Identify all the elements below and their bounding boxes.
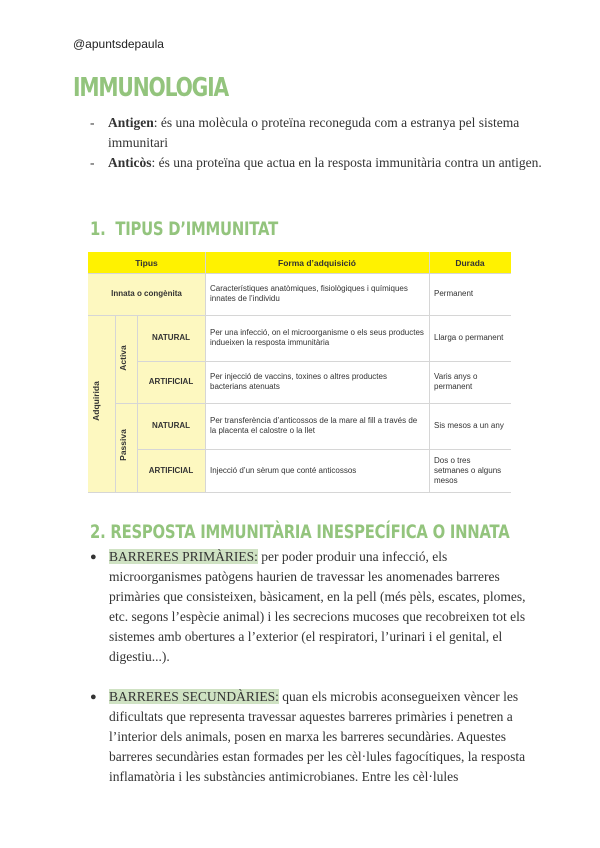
author-handle: @apuntsdepaula: [73, 37, 164, 51]
bullet-label-highlight: BARRERES PRIMÀRIES:: [109, 549, 258, 564]
table-cell: Varis anys o permanent: [434, 372, 478, 391]
table-divider: [137, 315, 138, 492]
bullet-label-highlight: BARRERES SECUNDÀRIES:: [109, 689, 279, 704]
table-cell: Per injecció de vaccins, toxines o altres productes bacterians atenuats: [210, 372, 387, 391]
active-label: Activa: [117, 345, 128, 371]
definition-text: : és una proteïna que actua en la resposta immunitària contra un antigen.: [151, 155, 542, 170]
table-header-duration: Durada: [429, 252, 511, 273]
table-cell: Permanent: [434, 289, 474, 298]
list-item: ● BARRERES SECUNDÀRIES: quan els microbis aconsegueixen vèncer les dificultats que representa travessar aquestes barreres primàries i penetren a l’interior dels animals, posen en marxa les barreres secundàries. Aquestes barreres secundàries estan formades per les cèl·lules fagocítiques, la resposta inflamatòria i les substàncies antimicrobianes. Entre les cèl·lules: [90, 689, 526, 784]
table-divider: [88, 492, 511, 493]
table-divider: [137, 449, 511, 450]
table-cell-kind: ARTIFICIAL: [137, 449, 205, 492]
table-cell-kind: NATURAL: [137, 403, 205, 449]
section-heading-innate-response: 2. RESPOSTA IMMUNITÀRIA INESPECÍFICA O INNATA: [90, 521, 510, 543]
table-cell: Característiques anatòmiques, fisiològiques i químiques innates de l’individu: [210, 284, 408, 303]
table-header-form: Forma d’adquisició: [205, 252, 429, 273]
table-header-type: Tipus: [88, 252, 205, 273]
table-cell: Per una infecció, on el microorganisme o els seus productes indueixen la resposta immunitària: [210, 328, 424, 347]
table-cell: Llarga o permanent: [434, 333, 504, 342]
table-divider: [115, 315, 116, 492]
bullet-text: per poder produir una infecció, els microorganismes patògens haurien de travessar les anomenades barreres primàries que consisteixen, bàsicament, en la pell (més pèls, escates, plomes, etc. segons l’espècie animal) i les secrecions mucoses que recobreixen tot els sistemes amb obertures a l’exterior (el respiratori, l’urinari i el genital, el digestiu...).: [109, 549, 526, 664]
table-cell: Per transferència d’anticossos de la mare al fill a través de la placenta el calostre o la llet: [210, 416, 418, 435]
table-divider: [137, 361, 511, 362]
table-cell-innate: Innata o congènita: [88, 273, 205, 315]
table-divider: [115, 403, 511, 404]
definition-term: Antigen: [108, 115, 154, 130]
definition-item: - Anticòs: és una proteïna que actua en la resposta immunitària contra un antigen.: [90, 155, 542, 170]
definitions-list: [90, 113, 550, 173]
table-cell-kind: ARTIFICIAL: [137, 361, 205, 403]
list-item: ● BARRERES PRIMÀRIES: per poder produir una infecció, els microorganismes patògens haurien de travessar les anomenades barreres primàries que consisteixen, bàsicament, en la pell (més pèls, escates, plomes, etc. segons l’espècie animal) i les secrecions mucoses que recobreixen tot els sistemes amb obertures a l’exterior (el respiratori, l’urinari i el genital, el digestiu...).: [90, 549, 526, 664]
acquired-label: Adquirida: [90, 381, 101, 421]
immunity-types-table: [88, 252, 511, 492]
table-divider: [88, 273, 511, 274]
table-divider: [88, 315, 511, 316]
definition-text: : és una molècula o proteïna reconeguda com a estranya pel sistema immunitari: [108, 115, 520, 150]
page-title: IMMUNOLOGIA: [73, 73, 229, 103]
table-cell: Dos o tres setmanes o alguns mesos: [434, 455, 502, 485]
table-divider: [205, 252, 206, 492]
definition-item: - Antigen: és una molècula o proteïna reconeguda com a estranya pel sistema immunitari: [90, 115, 520, 150]
table-cell: Injecció d’un sèrum que conté anticossos: [210, 465, 357, 475]
definition-term: Anticòs: [108, 155, 152, 170]
table-cell: Sis mesos a un any: [434, 421, 504, 430]
barriers-list: [90, 547, 535, 787]
passive-label: Passiva: [117, 429, 128, 461]
section-heading-immunity-types: 1. TIPUS D’IMMUNITAT: [90, 218, 278, 240]
table-divider: [429, 252, 430, 492]
bullet-text: quan els microbis aconsegueixen vèncer les dificultats que representa travessar aquestes barreres primàries i penetren a l’interior dels animals, posen en marxa les barreres secundàries. Aquestes barreres secundàries estan formades per les cèl·lules fagocítiques, la resposta inflamatòria i les substàncies antimicrobianes. Entre les cèl·lules: [109, 689, 526, 784]
table-cell-kind: NATURAL: [137, 315, 205, 361]
